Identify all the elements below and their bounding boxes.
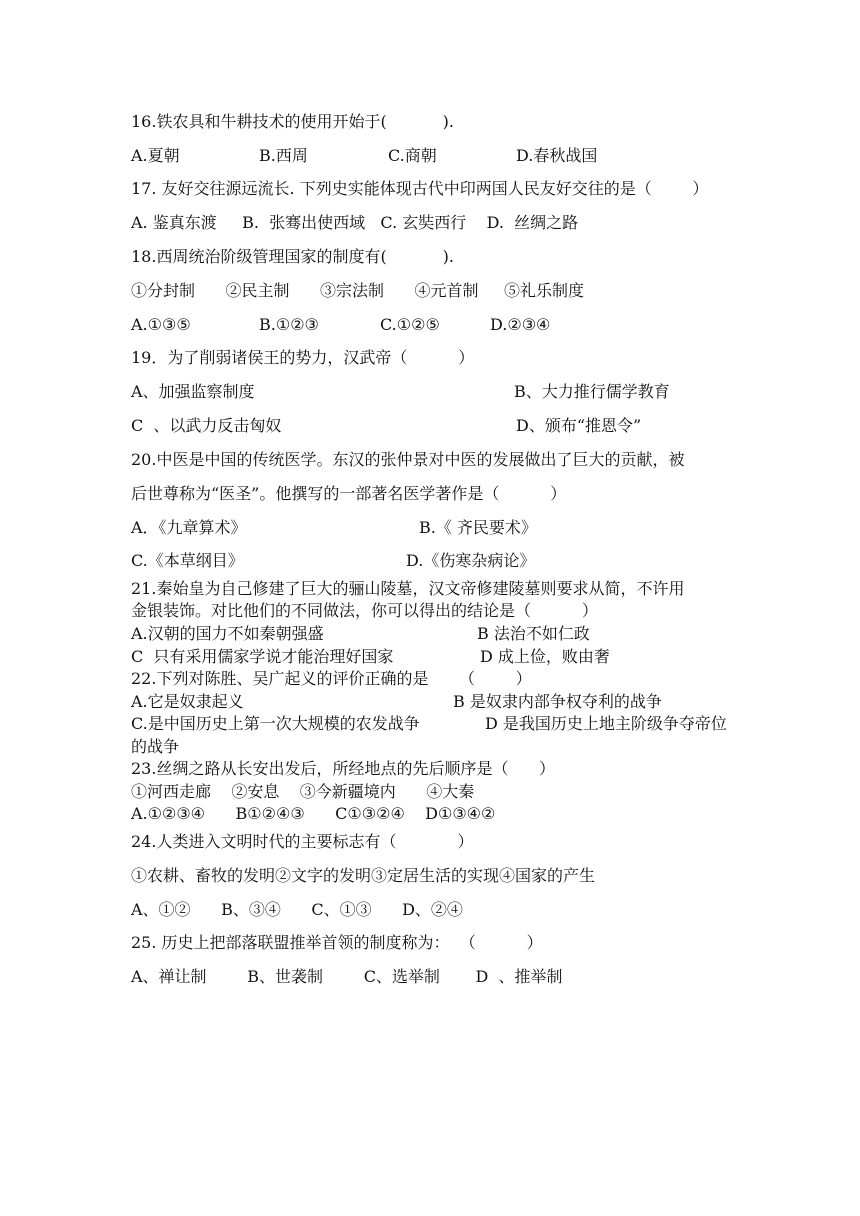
question-16-option-d: D.春秋战国 bbox=[516, 146, 598, 165]
question-19-option-a: A、加强监察制度 bbox=[131, 382, 255, 401]
question-21-stem-line1: 21.秦始皇为自己修建了巨大的骊山陵墓，汉文帝修建陵墓则要求从简，不许用 bbox=[131, 579, 685, 598]
question-25-options: A、禅让制 B、世袭制 C、选举制 D 、推举制 bbox=[131, 967, 563, 986]
question-21-option-d: D 成上俭，败由奢 bbox=[480, 647, 610, 666]
question-24-items: ①农耕、畜牧的发明②文字的发明③定居生活的实现④国家的产生 bbox=[131, 866, 596, 885]
question-16-option-c: C.商朝 bbox=[388, 146, 437, 165]
question-19-option-d: D、颁布“推恩令” bbox=[516, 416, 642, 435]
question-24-options: A、①② B、③④ C、①③ D、②④ bbox=[131, 900, 463, 919]
question-20-stem-line1: 20.中医是中国的传统医学。东汉的张仲景对中医的发展做出了巨大的贡献，被 bbox=[131, 450, 685, 469]
question-20-stem-line2: 后世尊称为“医圣”。他撰写的一部著名医学著作是（ ） bbox=[131, 484, 567, 503]
question-23-stem: 23.丝绸之路从长安出发后，所经地点的先后顺序是（ ） bbox=[131, 759, 555, 778]
question-21-option-c: C 只有采用儒家学说才能治理好国家 bbox=[131, 647, 394, 666]
question-18-option-a: A.①③⑤ bbox=[131, 315, 191, 334]
question-24-stem: 24.人类进入文明时代的主要标志有（ ） bbox=[131, 832, 474, 851]
question-25-stem: 25. 历史上把部落联盟推举首领的制度称为： （ ） bbox=[131, 933, 543, 952]
question-20-option-b: B.《 齐民要术》 bbox=[419, 518, 537, 537]
question-18-option-b: B.①②③ bbox=[259, 315, 319, 334]
question-22-option-a: A.它是奴隶起义 bbox=[131, 692, 244, 711]
question-16-option-a: A.夏朝 bbox=[131, 146, 180, 165]
question-20-option-d: D.《伤寒杂病论》 bbox=[406, 551, 536, 570]
question-18-items: ①分封制 ②民主制 ③宗法制 ④元首制 ⑤礼乐制度 bbox=[131, 281, 584, 300]
question-17-stem: 17. 友好交往源远流长. 下列史实能体现古代中印两国人民友好交往的是（ ） bbox=[131, 179, 709, 198]
question-22-option-c: C.是中国历史上第一次大规模的农发战争 bbox=[131, 714, 420, 733]
question-22-option-d-continued: 的战争 bbox=[131, 737, 180, 756]
question-21-stem-line2: 金银装饰。对比他们的不同做法，你可以得出的结论是（ ） bbox=[131, 601, 598, 620]
question-21-option-b: B 法治不如仁政 bbox=[477, 624, 590, 643]
question-18-option-c: C.①②⑤ bbox=[380, 315, 440, 334]
question-19-option-c: C 、以武力反击匈奴 bbox=[131, 416, 282, 435]
question-19-option-b: B、大力推行儒学教育 bbox=[514, 382, 670, 401]
question-20-option-a: A．《九章算术》 bbox=[131, 518, 247, 537]
question-16-stem: 16.铁农具和牛耕技术的使用开始于( ). bbox=[131, 112, 454, 131]
question-19-stem: 19．为了削弱诸侯王的势力，汉武帝（ ） bbox=[131, 348, 475, 367]
question-17-options: A. 鉴真东渡 B. 张骞出使西域 C. 玄奘西行 D. 丝绸之路 bbox=[131, 213, 579, 232]
question-22-stem: 22.下列对陈胜、吴广起义的评价正确的是 （ ） bbox=[131, 669, 532, 688]
question-18-stem: 18.西周统治阶级管理国家的制度有( ). bbox=[131, 247, 454, 266]
question-18-option-d: D.②③④ bbox=[490, 315, 551, 334]
question-22-option-b: B 是奴隶内部争权夺利的战争 bbox=[453, 692, 662, 711]
question-23-items: ①河西走廊 ②安息 ③今新疆境内 ④大秦 bbox=[131, 782, 475, 801]
question-20-option-c: C.《本草纲目》 bbox=[131, 551, 244, 570]
question-22-option-d: D 是我国历史上地主阶级争夺帝位 bbox=[485, 714, 727, 733]
question-16-option-b: B.西周 bbox=[259, 146, 308, 165]
question-21-option-a: A.汉朝的国力不如秦朝强盛 bbox=[131, 624, 324, 643]
question-23-options: A.①②③④ B①②④③ C①③②④ D①③④② bbox=[131, 804, 496, 823]
